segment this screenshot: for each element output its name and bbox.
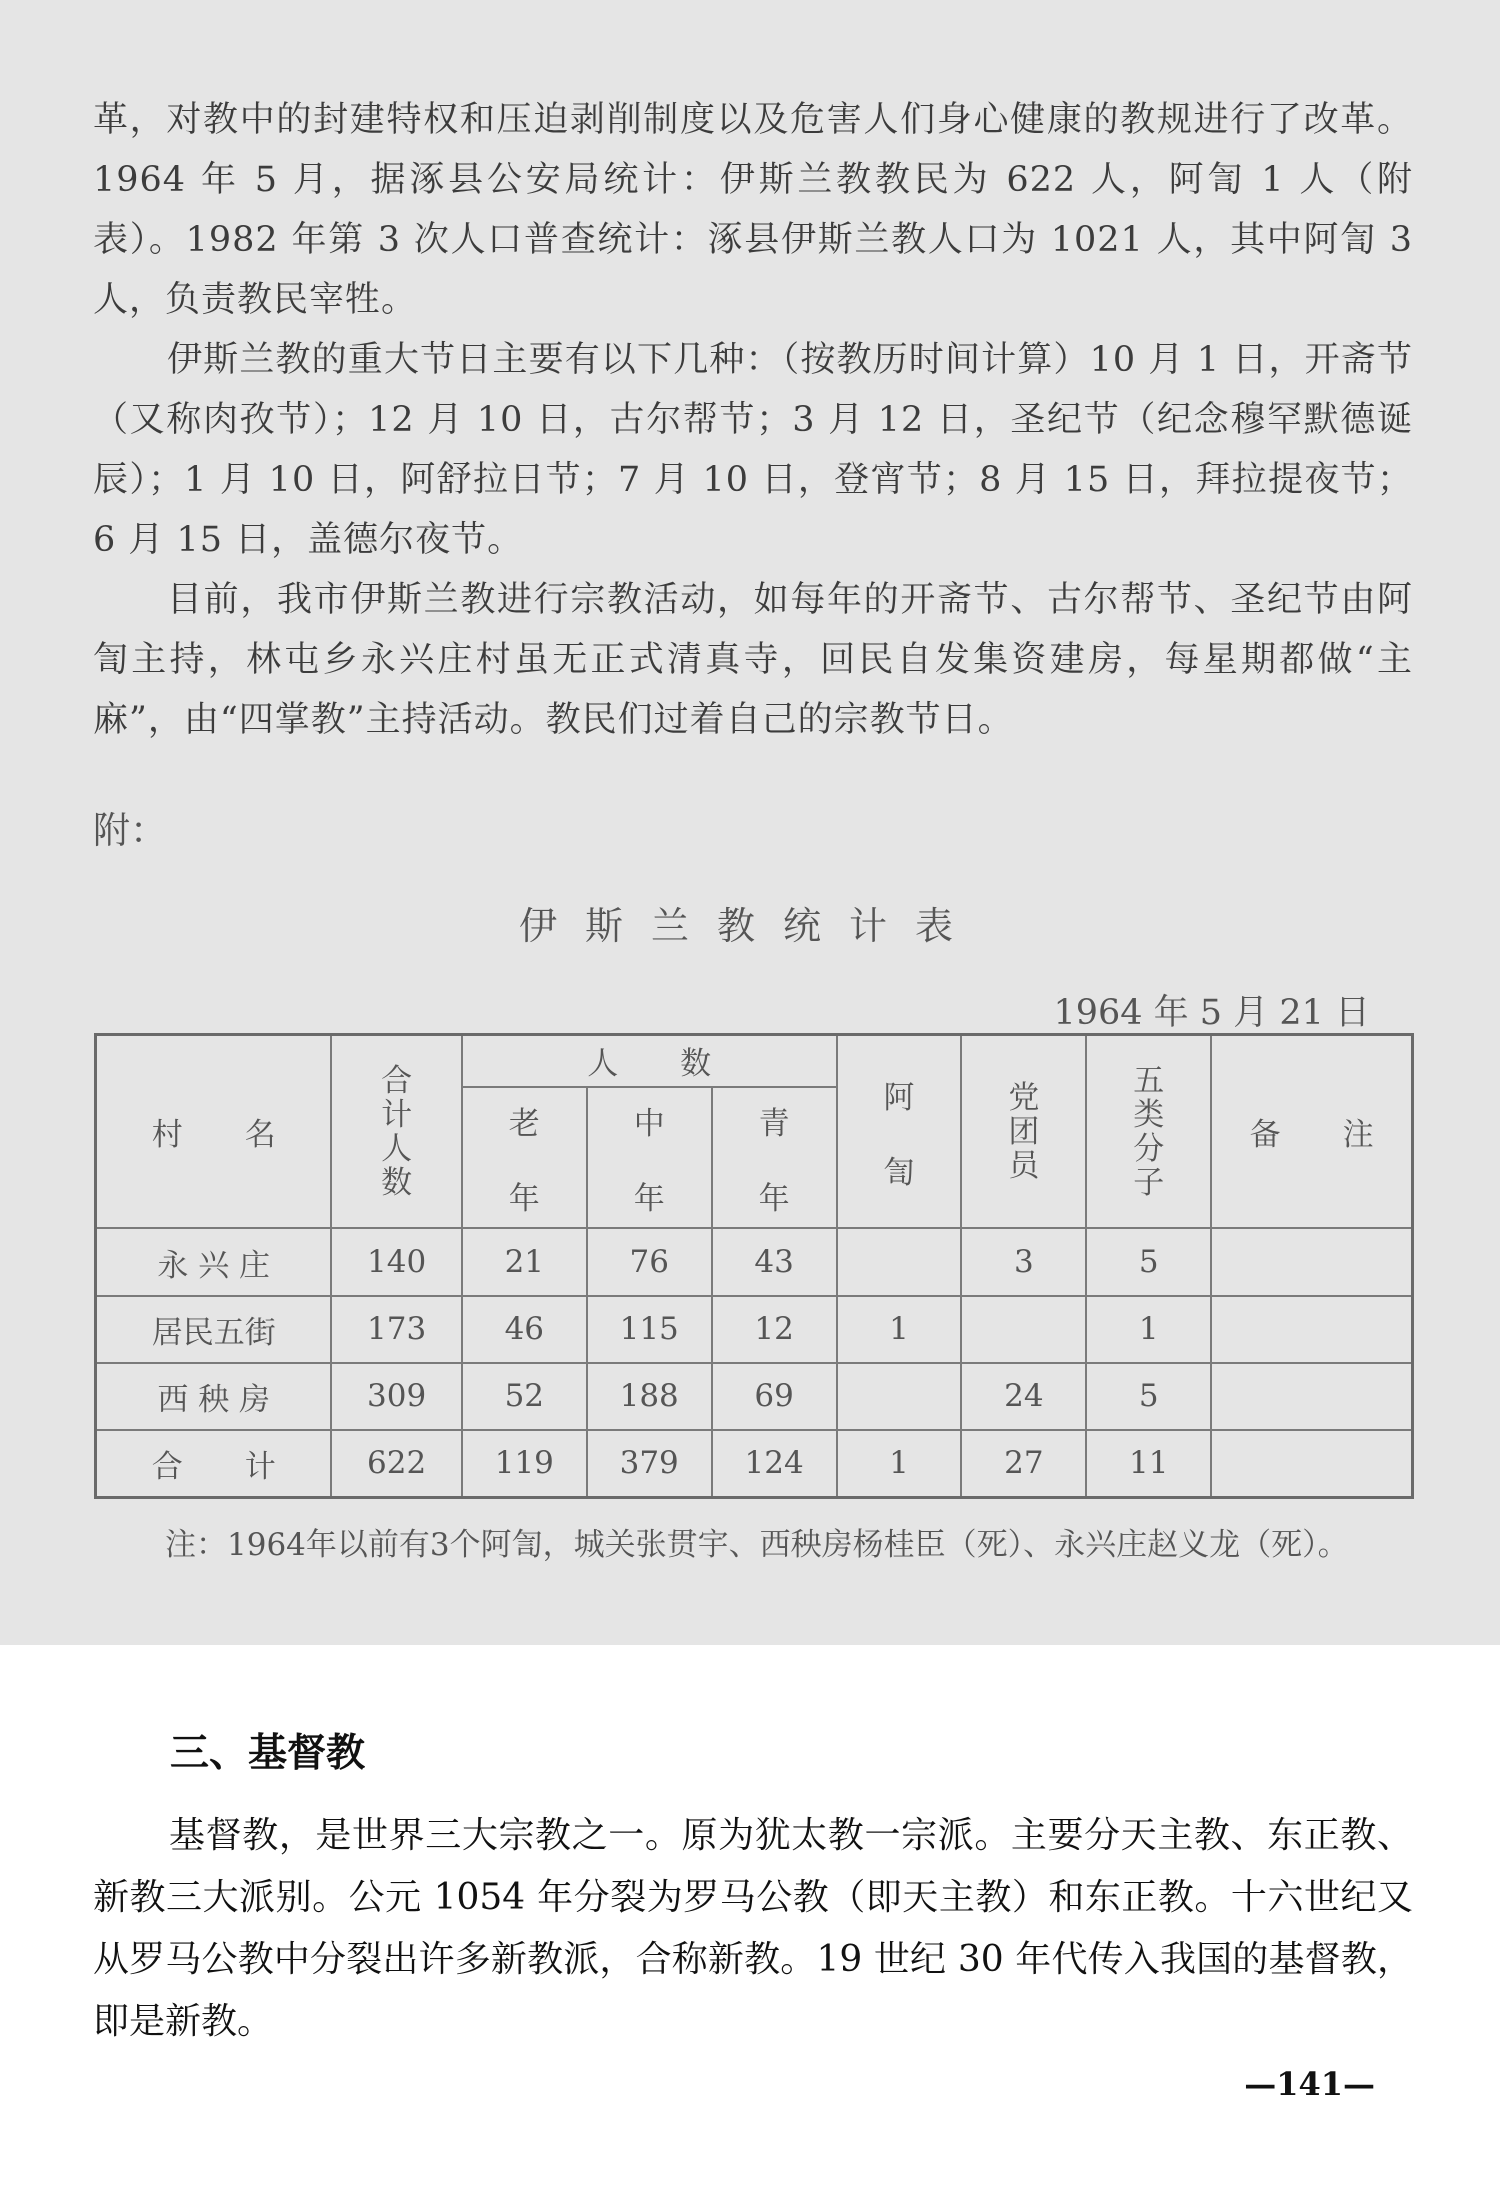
cell-remarks	[1211, 1228, 1412, 1295]
cell-ahong: 1	[837, 1296, 962, 1363]
cell-five-types: 5	[1086, 1228, 1211, 1295]
header-young: 青 年	[712, 1087, 837, 1229]
cell-middle: 76	[587, 1228, 712, 1295]
cell-ahong	[837, 1228, 962, 1295]
cell-young: 69	[712, 1363, 837, 1430]
header-party-members: 党 团 员	[961, 1035, 1086, 1229]
paragraph-christianity: 基督教，是世界三大宗教之一。原为犹太教一宗派。主要分天主教、东正教、新教三大派别。公元 1054 年分裂为罗马公教（即天主教）和东正教。十六世纪又从罗马公教中分裂出许多新教派，合称新教。19 世纪 30 年代传入我国的基督教，即是新教。	[93, 1815, 1413, 2042]
cell-ahong	[837, 1363, 962, 1430]
header-middle: 中 年	[587, 1087, 712, 1229]
cell-total: 173	[331, 1296, 461, 1363]
table-date: 1964 年 5 月 21 日	[1053, 993, 1370, 1033]
appendix-label: 附：	[93, 809, 167, 852]
header-ahong: 阿 訇	[837, 1035, 962, 1229]
cell-ahong: 1	[837, 1430, 962, 1498]
section-heading: 三、基督教	[170, 1731, 366, 1776]
paragraph-islam-festivals: 伊斯兰教的重大节日主要有以下几种：（按教历时间计算）10 月 1 日，开斋节（又称肉孜节）；12 月 10 日，古尔帮节；3 月 12 日，圣纪节（纪念穆罕默德诞辰）；1 月 10 日，阿舒拉日节；7 月 10 日，登宵节；8 月 15 日，拜拉提夜节；6 月 15 日，盖德尔夜节。	[93, 340, 1413, 560]
cell-five-types: 11	[1086, 1430, 1211, 1498]
cell-remarks	[1211, 1363, 1412, 1430]
cell-old: 52	[462, 1363, 587, 1430]
cell-village: 居民五街	[96, 1296, 332, 1363]
table-footnote: 注：1964年以前有3个阿訇，城关张贯宇、西秧房杨桂臣（死）、永兴庄赵义龙（死）。	[165, 1527, 1349, 1563]
cell-village: 西 秧 房	[96, 1363, 332, 1430]
table-title: 伊斯兰教统计表	[518, 904, 981, 948]
cell-five-types: 1	[1086, 1296, 1211, 1363]
header-five-types: 五 类 分 子	[1086, 1035, 1211, 1229]
cell-total: 140	[331, 1228, 461, 1295]
cell-party: 27	[961, 1430, 1086, 1498]
page-number: —141—	[1244, 2065, 1375, 2103]
cell-party	[961, 1296, 1086, 1363]
cell-total: 622	[331, 1430, 461, 1498]
cell-old: 119	[462, 1430, 587, 1498]
cell-party: 24	[961, 1363, 1086, 1430]
cell-five-types: 5	[1086, 1363, 1211, 1430]
table-row-total	[96, 1430, 1413, 1498]
cell-old: 21	[462, 1228, 587, 1295]
table-row	[96, 1363, 1413, 1430]
paragraph-islam-reform: 革，对教中的封建特权和压迫剥削制度以及危害人们身心健康的教规进行了改革。1964 年 5 月，据涿县公安局统计：伊斯兰教教民为 622 人，阿訇 1 人（附表）。1982 年第 3 次人口普查统计：涿县伊斯兰教人口为 1021 人，其中阿訇 3 人，负责教民宰牲。	[93, 100, 1413, 320]
cell-village: 合 计	[96, 1430, 332, 1498]
cell-remarks	[1211, 1430, 1412, 1498]
header-village: 村 名	[96, 1035, 332, 1229]
header-people-group: 人 数	[462, 1035, 837, 1087]
table-row	[96, 1228, 1413, 1295]
paragraph-islam-current-activity: 目前，我市伊斯兰教进行宗教活动，如每年的开斋节、古尔帮节、圣纪节由阿訇主持，林屯乡永兴庄村虽无正式清真寺，回民自发集资建房，每星期都做“主麻”，由“四掌教”主持活动。教民们过着自己的宗教节日。	[93, 580, 1413, 740]
cell-party: 3	[961, 1228, 1086, 1295]
cell-young: 43	[712, 1228, 837, 1295]
cell-middle: 188	[587, 1363, 712, 1430]
table-row	[96, 1296, 1413, 1363]
cell-total: 309	[331, 1363, 461, 1430]
cell-young: 12	[712, 1296, 837, 1363]
header-total: 合 计 人 数	[331, 1035, 461, 1229]
header-old: 老 年	[462, 1087, 587, 1229]
cell-middle: 379	[587, 1430, 712, 1498]
cell-old: 46	[462, 1296, 587, 1363]
statistics-table	[94, 1033, 1414, 1499]
cell-village: 永 兴 庄	[96, 1228, 332, 1295]
cell-middle: 115	[587, 1296, 712, 1363]
cell-young: 124	[712, 1430, 837, 1498]
header-remarks: 备 注	[1211, 1035, 1412, 1229]
cell-remarks	[1211, 1296, 1412, 1363]
